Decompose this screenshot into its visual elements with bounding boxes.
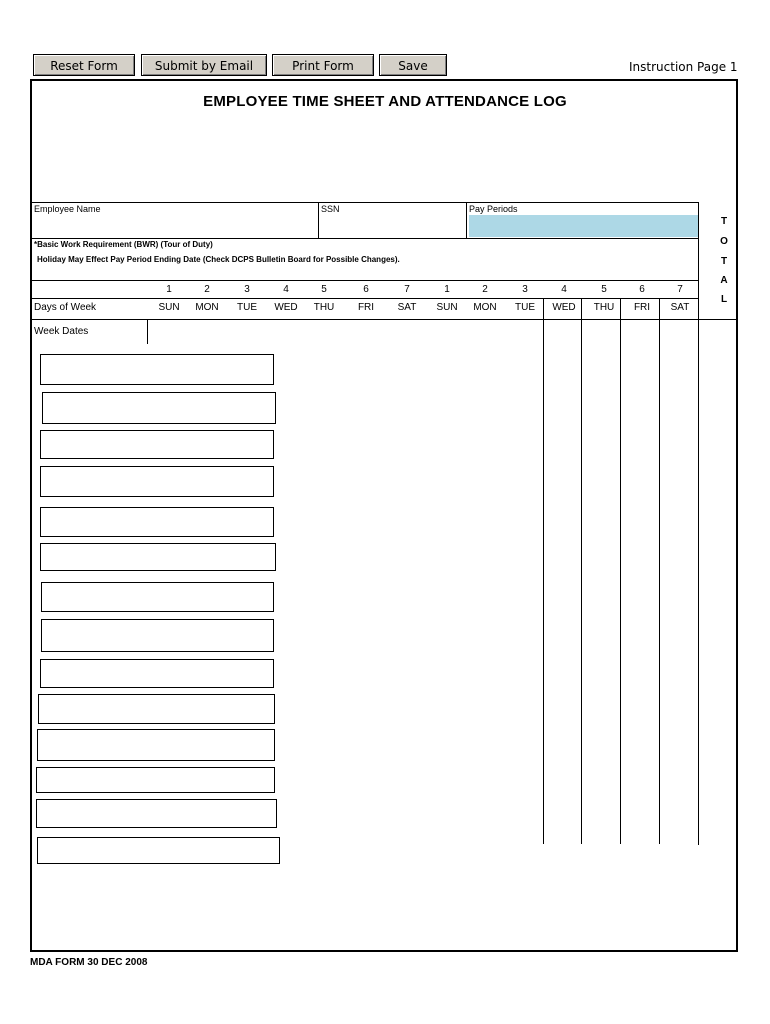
time-entry-field[interactable]: [40, 430, 274, 459]
total-letter: T: [720, 256, 728, 267]
day-number: 7: [404, 284, 410, 295]
time-entry-field[interactable]: [41, 582, 274, 612]
day-name: MON: [195, 302, 219, 313]
form-id: MDA FORM 30 DEC 2008: [30, 957, 148, 968]
day-name: THU: [313, 302, 335, 313]
employee-name-field[interactable]: [34, 214, 316, 236]
time-entry-field[interactable]: [40, 466, 274, 497]
save-button[interactable]: Save: [379, 54, 447, 76]
day-number: 5: [601, 284, 607, 295]
form-title: EMPLOYEE TIME SHEET AND ATTENDANCE LOG: [203, 93, 567, 110]
day-name: TUE: [515, 302, 535, 313]
day-name: SUN: [436, 302, 458, 313]
pay-periods-field[interactable]: [469, 215, 698, 237]
time-entry-field[interactable]: [42, 392, 276, 424]
divider: [31, 238, 699, 239]
submit-by-email-button[interactable]: Submit by Email: [141, 54, 267, 76]
reset-form-button[interactable]: Reset Form: [33, 54, 135, 76]
divider: [466, 202, 467, 238]
day-number: 7: [677, 284, 683, 295]
day-name: SAT: [670, 302, 690, 313]
day-name: WED: [274, 302, 298, 313]
day-name: SUN: [158, 302, 180, 313]
time-entry-field[interactable]: [37, 837, 280, 864]
time-entry-field[interactable]: [40, 543, 276, 571]
days-of-week-label: Days of Week: [34, 302, 97, 313]
total-letter: T: [720, 216, 728, 227]
divider: [31, 202, 699, 203]
ssn-field[interactable]: [321, 214, 464, 236]
day-name: TUE: [237, 302, 257, 313]
day-name: THU: [593, 302, 615, 313]
time-entry-field[interactable]: [36, 767, 275, 793]
week-dates-label: Week Dates: [34, 326, 89, 337]
day-number: 2: [204, 284, 210, 295]
divider: [31, 280, 699, 281]
day-number: 4: [561, 284, 567, 295]
time-entry-field[interactable]: [40, 354, 274, 385]
time-entry-field[interactable]: [36, 799, 277, 828]
column-divider: [698, 319, 699, 845]
time-entry-field[interactable]: [41, 619, 274, 652]
bwr-label: *Basic Work Requirement (BWR) (Tour of Duty): [34, 240, 213, 249]
day-number: 6: [363, 284, 369, 295]
column-divider: [543, 298, 544, 844]
day-number: 1: [166, 284, 172, 295]
day-name: FRI: [633, 302, 651, 313]
divider: [31, 298, 699, 299]
instruction-page-link[interactable]: Instruction Page 1: [629, 60, 738, 74]
day-number: 4: [283, 284, 289, 295]
bwr-field[interactable]: [34, 267, 698, 279]
day-name: FRI: [357, 302, 375, 313]
day-name: SAT: [397, 302, 417, 313]
day-number: 5: [321, 284, 327, 295]
total-letter: L: [720, 294, 728, 305]
holiday-note: Holiday May Effect Pay Period Ending Date (Check DCPS Bulletin Board for Possible Changes).: [37, 255, 400, 264]
column-divider: [581, 298, 582, 844]
day-number: 2: [482, 284, 488, 295]
total-letter: O: [720, 236, 728, 247]
divider: [318, 202, 319, 238]
day-number: 3: [522, 284, 528, 295]
day-name: MON: [473, 302, 497, 313]
pay-periods-label: Pay Periods: [469, 204, 518, 214]
total-letter: A: [720, 275, 728, 286]
time-entry-field[interactable]: [37, 729, 275, 761]
time-entry-field[interactable]: [40, 659, 274, 688]
column-divider: [620, 298, 621, 844]
time-entry-field[interactable]: [38, 694, 275, 724]
day-name: WED: [552, 302, 576, 313]
employee-name-label: Employee Name: [34, 204, 101, 214]
divider: [31, 319, 738, 320]
day-number: 1: [444, 284, 450, 295]
print-form-button[interactable]: Print Form: [272, 54, 374, 76]
day-number: 6: [639, 284, 645, 295]
ssn-label: SSN: [321, 204, 340, 214]
time-entry-field[interactable]: [40, 507, 274, 537]
day-number: 3: [244, 284, 250, 295]
column-divider: [659, 298, 660, 844]
divider: [147, 319, 148, 344]
